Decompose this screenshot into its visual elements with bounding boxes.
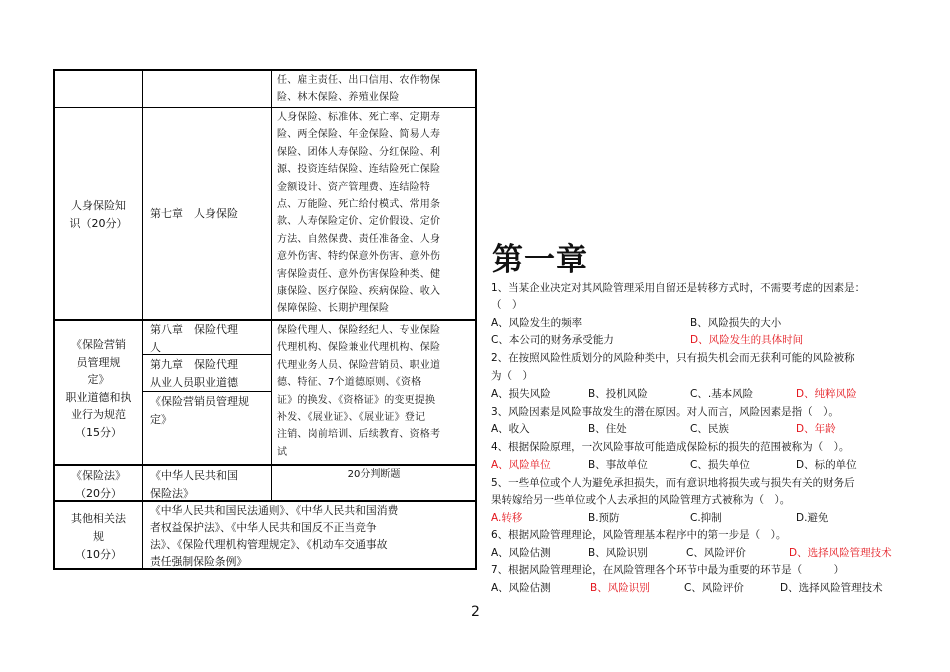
question-text: 1、当某企业决定对其风险管理采用自留还是转移方式时，不需要考虑的因素是： [491, 282, 866, 294]
text-line: 《保险营销 [71, 338, 126, 351]
question-text: 7、根据风险管理理论，在风险管理各个环节中最为重要的环节是（ ） [491, 564, 845, 576]
option-d: D、标的单位 [796, 459, 857, 471]
row3-subject [55, 467, 142, 503]
option-b: B.预防 [588, 512, 620, 524]
text-line: 款、人寿保险定价、定价假设、定价 [277, 216, 441, 228]
row2-subject [55, 336, 142, 441]
option-d: D、年龄 [796, 423, 836, 435]
text-line: 保险法》 [150, 487, 194, 500]
option-b: B、住处 [588, 423, 627, 435]
text-line: 识（20分） [69, 217, 128, 230]
text-line: 《保险法》 [71, 469, 126, 482]
text-line: 源、投资连结保险、连结险死亡保险 [277, 164, 441, 176]
option-a: A、损失风险 [491, 388, 551, 400]
row0-keywords [277, 72, 473, 107]
text-line: 代理业务人员、保险营销员、职业道 [277, 359, 441, 371]
text-line: 业行为规范 [71, 408, 126, 421]
option-c: C、本公司的财务承受能力 [491, 334, 614, 346]
row1-chapter: 第七章 人身保险 [150, 207, 238, 220]
text-line: 法》、《保险代理机构管理规定》、《机动车交通事故 [150, 538, 388, 551]
text-line: 职业道德和执 [65, 390, 132, 404]
option-b: B、事故单位 [588, 459, 648, 471]
option-c: C、风险评价 [686, 547, 746, 559]
question-text: 2、在按照风险性质划分的风险种类中，只有损失机会而无获利可能的风险被称 [491, 352, 855, 364]
option-d: D、纯粹风险 [796, 388, 857, 400]
text-line: 其他相关法 [71, 512, 126, 525]
syllabus-table [53, 69, 477, 570]
row2-keywords [277, 322, 473, 461]
option-c: C、.基本风险 [690, 388, 754, 400]
question-text: 为（ ） [491, 370, 533, 382]
row2-chapter9 [150, 356, 268, 392]
question-text: 5、一些单位或个人为避免承担损失，而有意识地将损失或与损失有关的财务后 [491, 477, 855, 489]
text-line: 害保险责任、意外伤害保险种类、健 [277, 268, 441, 280]
text-line: 意外伤害、特约保意外伤害、意外伤 [277, 251, 441, 263]
option-d: D.避免 [796, 512, 829, 524]
question-text: 果转嫁给另一些单位或个人去承担的风险管理方式被称为（ ）。 [491, 494, 791, 506]
text-line: （15分） [75, 425, 122, 439]
text-line: 《保险营销员管理规 [150, 395, 249, 408]
row2-regulation [150, 393, 268, 429]
row4-subject [55, 510, 142, 564]
text-line: 险、林木保险、养殖业保险 [277, 92, 400, 104]
row2-chapter8 [150, 321, 268, 357]
text-line: 点、万能险、死亡给付模式、常用条 [277, 199, 441, 211]
row4-laws [150, 502, 475, 570]
option-a: A、风险估测 [491, 582, 551, 594]
text-line: （20分） [75, 487, 122, 500]
option-a: A、风险估测 [491, 547, 551, 559]
question-text: 3、风险因素是风险事故发生的潜在原因。对人而言，风险因素是指（ ）。 [491, 406, 839, 418]
option-a: A.转移 [491, 512, 523, 524]
option-b: B、风险识别 [590, 582, 650, 594]
text-line: 证》的换发、《资格证》的变更提换 [277, 394, 436, 406]
row1-subject [55, 197, 142, 233]
text-line: 人身保险知 [71, 199, 126, 212]
option-a: A、风险单位 [491, 459, 551, 471]
row3-note: 20分判断题 [347, 469, 401, 480]
text-line: 定》 [150, 413, 172, 426]
question-text: 4、根据保险原理，一次风险事故可能造成保险标的损失的范围被称为（ ）。 [491, 441, 850, 453]
option-d: D、选择风险管理技术 [780, 582, 883, 594]
text-line: （10分） [75, 548, 122, 561]
option-c: C、民族 [690, 423, 729, 435]
text-line: 保险代理人、保险经纪人、专业保险 [277, 325, 441, 336]
text-line: 从业人员职业道德 [150, 376, 238, 389]
option-d: D、风险发生的具体时间 [690, 334, 804, 346]
text-line: 任、雇主责任、出口信用、农作物保 [277, 75, 441, 86]
row1-keywords [277, 109, 473, 318]
text-line: 代理机构、保险兼业代理机构、保险 [277, 342, 441, 354]
text-line: 定》 [87, 373, 110, 386]
text-line: 康保险、医疗保险、疾病保险、收入 [277, 286, 441, 298]
text-line: 方法、自然保费、责任准备金、人身 [277, 233, 441, 245]
question-text: （ ） [491, 299, 523, 311]
text-line: 《中华人民共和国民法通则》、《中华人民共和国消费 [150, 504, 399, 517]
text-line: 保险、团体人寿保险、分红保险、利 [277, 146, 441, 158]
text-line: 险、两全保险、年金保险、简易人寿 [277, 129, 441, 141]
text-line: 《中华人民共和国 [150, 469, 238, 482]
option-b: B、投机风险 [588, 388, 648, 400]
text-line: 人身保险、标准体、死亡率、定期寿 [277, 112, 441, 123]
text-line: 规 [93, 530, 104, 543]
page-number: 2 [471, 604, 480, 620]
option-d: D、选择风险管理技术 [789, 547, 892, 559]
text-line: 德、特征、7个道德原则、《资格 [277, 377, 422, 389]
text-line: 金额设计、资产管理费、连结险特 [277, 181, 430, 193]
text-line: 人 [150, 341, 161, 354]
row3-law [150, 467, 268, 503]
option-c: C.抑制 [690, 512, 722, 524]
text-line: 第八章 保险代理 [150, 323, 238, 336]
option-c: C、风险评价 [684, 582, 744, 594]
option-b: B、风险识别 [588, 547, 648, 559]
text-line: 保障保险、长期护理保险 [277, 303, 390, 315]
option-b: B、风险损失的大小 [690, 317, 782, 329]
option-c: C、损失单位 [690, 459, 750, 471]
text-line: 责任强制保险条例》 [150, 555, 248, 568]
question-text: 6、根据风险管理理论，风险管理基本程序中的第一步是（ ）。 [491, 529, 787, 541]
text-line: 补发、《展业证》、《展业证》登记 [277, 412, 426, 424]
option-a: A、收入 [491, 423, 530, 435]
chapter-title: 第一章 [492, 242, 588, 278]
text-line: 试 [277, 446, 288, 458]
text-line: 者权益保护法》、《中华人民共和国反不正当竞争 [150, 521, 377, 534]
text-line: 注销、岗前培训、后续教育、资格考 [277, 429, 441, 441]
text-line: 第九章 保险代理 [150, 358, 238, 371]
option-a: A、风险发生的频率 [491, 317, 583, 329]
text-line: 员管理规 [76, 355, 121, 369]
